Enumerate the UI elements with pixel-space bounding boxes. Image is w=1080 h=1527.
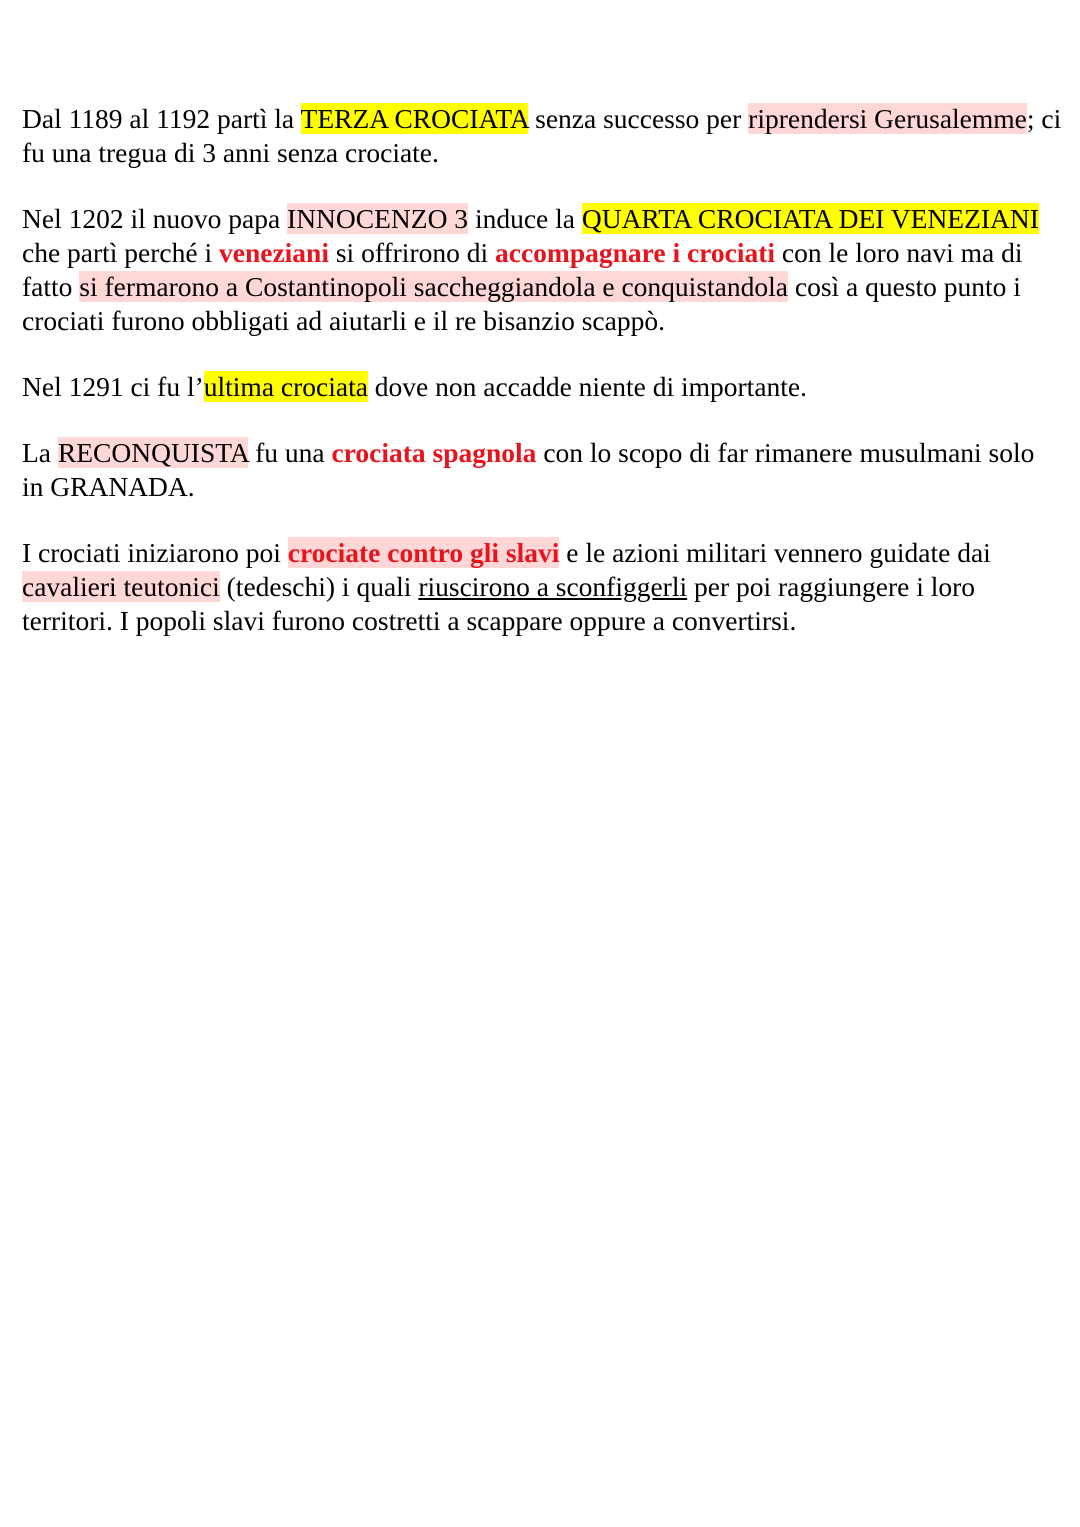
document-page bbox=[22, 102, 1062, 670]
text-segment: che partì perché i bbox=[22, 237, 219, 268]
emphasis-crociata-spagnola: crociata spagnola bbox=[331, 437, 537, 468]
text-segment: Nel 1202 il nuovo papa bbox=[22, 203, 288, 234]
text-segment: ; ci fu una tregua di 3 anni senza crociate. bbox=[22, 103, 1062, 168]
highlight-costantinopoli: si fermarono a Costantinopoli saccheggiandola e conquistandola bbox=[79, 271, 788, 302]
highlight-quarta-crociata: QUARTA CROCIATA DEI VENEZIANI bbox=[581, 203, 1039, 234]
text-segment: si offrirono di bbox=[328, 237, 495, 268]
text-segment: Dal 1189 al 1192 partì la bbox=[22, 103, 301, 134]
text-segment: Nel 1291 ci fu l’ bbox=[22, 371, 204, 402]
paragraph-crociate-slavi bbox=[22, 536, 1062, 638]
highlight-riprendersi-gerusalemme: riprendersi Gerusalemme bbox=[748, 103, 1027, 134]
text-segment: con lo scopo di far rimanere musulmani solo in GRANADA. bbox=[22, 437, 1035, 502]
paragraph-terza-crociata bbox=[22, 102, 1062, 170]
text-segment: (tedeschi) i quali bbox=[219, 571, 419, 602]
text-segment: così a questo punto i crociati furono obbligati ad aiutarli e il re bisanzio scappò. bbox=[22, 271, 1021, 336]
highlight-terza-crociata: TERZA CROCIATA bbox=[300, 103, 529, 134]
text-segment: e le azioni militari vennero guidate dai bbox=[559, 537, 991, 568]
highlight-ultima-crociata: ultima crociata bbox=[203, 371, 368, 402]
text-segment: induce la bbox=[468, 203, 582, 234]
emphasis-accompagnare-crociati: accompagnare i crociati bbox=[495, 237, 776, 268]
text-segment: I crociati iniziarono poi bbox=[22, 537, 288, 568]
highlight-cavalieri-teutonici: cavalieri teutonici bbox=[22, 571, 220, 602]
highlight-reconquista: RECONQUISTA bbox=[57, 437, 249, 468]
highlight-innocenzo: INNOCENZO 3 bbox=[287, 203, 469, 234]
text-segment: per poi raggiungere i loro territori. I popoli slavi furono costretti a scappare oppure a convertirsi. bbox=[22, 571, 976, 636]
highlight-crociate-contro-slavi: crociate contro gli slavi bbox=[287, 537, 560, 568]
text-segment: La bbox=[22, 437, 58, 468]
paragraph-reconquista bbox=[22, 436, 1062, 504]
text-segment: con le loro navi ma di fatto bbox=[22, 237, 1023, 302]
text-segment: dove non accadde niente di importante. bbox=[367, 371, 807, 402]
text-segment: senza successo per bbox=[528, 103, 749, 134]
underline-riuscirono: riuscirono a sconfiggerli bbox=[418, 571, 688, 602]
paragraph-quarta-crociata bbox=[22, 202, 1062, 338]
text-segment: fu una bbox=[248, 437, 332, 468]
paragraph-ultima-crociata bbox=[22, 370, 1062, 404]
emphasis-veneziani: veneziani bbox=[218, 237, 329, 268]
